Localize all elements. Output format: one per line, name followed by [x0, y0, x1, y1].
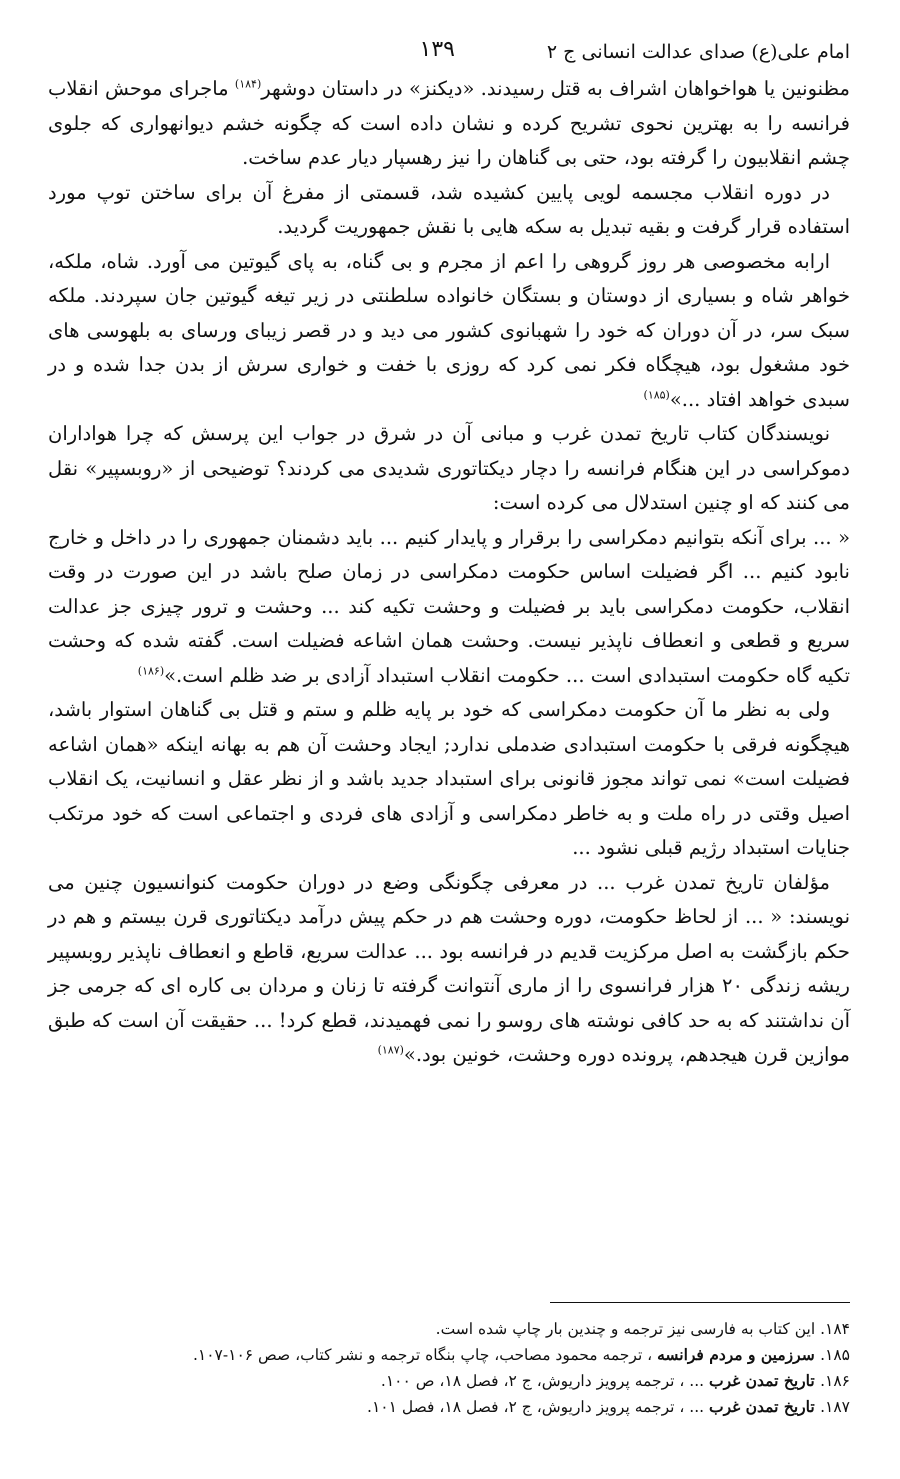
footnote-reference[interactable]: (۱۸۴) [234, 77, 262, 91]
footnote-text: ... ، ترجمه پرویز داریوش، ج ۲، فصل ۱۸، ص ۱۰۰. [380, 1372, 709, 1390]
footnotes [48, 1316, 850, 1420]
footnote-text: ... ، ترجمه پرویز داریوش، ج ۲، فصل ۱۸، فصل ۱۰۱. [367, 1398, 709, 1416]
footnote-book-title: تاریخ تمدن غرب [709, 1397, 821, 1416]
footnote-reference[interactable]: (۱۸۵) [643, 388, 670, 401]
paragraph-text: مظنونین یا هواخواهان اشراف به قتل رسیدند. «دیکنز» در داستان دوشهر [261, 77, 850, 100]
page-number: ۱۳۹ [419, 37, 455, 62]
running-header [48, 32, 850, 72]
paragraph-text: ولی به نظر ما آن حکومت دمکراسی که خود بر پایه ظلم و ستم و قتل بی گناهان استوار باشد، هیچگونه فرقی با حکومت استبدادی ضدملی ندارد; ایجاد وحشت آن هم به بهانه اینکه «همان اشاعه فضیلت است» نمی تواند مجوز قانونی برای استبداد جدید باشد و از نظر عقل و انسانیت، یک انقلاب اصیل وقتی در راه ملت و به خاطر دمکراسی و آزادی های فردی و اجتماعی است که خود مرتکب جنایات استبداد رژیم قبلی نشود ... [48, 698, 850, 859]
footnote-reference[interactable]: (۱۸۷) [377, 1043, 404, 1057]
paragraph [48, 866, 850, 1073]
paragraph-text: در دوره انقلاب مجسمه لویی پایین کشیده شد، قسمتی از مفرغ آن برای ساختن توپ مورد استفاده قرار گرفت و بقیه تبدیل به سکه هایی با نقش جمهوریت گردید. [48, 180, 850, 238]
footnote-number: ۱۸۶. [820, 1372, 850, 1390]
paragraph [48, 245, 850, 418]
paragraph [48, 521, 850, 694]
footnote-item [48, 1316, 850, 1342]
running-title: امام علی(ع) صدای عدالت انسانی ج ۲ [546, 41, 850, 63]
footnote-text: این کتاب به فارسی نیز ترجمه و چندین بار چاپ شده است. [435, 1320, 821, 1338]
paragraph-text: ماجرای موحش انقلاب فرانسه را به بهترین نحوی تشریح کرده و نشان داده است که چگونه خشم دیوانهواری که جلوی چشم انقلابیون را گرفته بود، حتی بی گناهان را نیز رهسپار دیار عدم ساخت. [48, 77, 850, 169]
paragraph [48, 72, 850, 176]
footnote-reference[interactable]: (۱۸۶) [137, 664, 165, 677]
footnote-item [48, 1342, 850, 1368]
footnote-number: ۱۸۵. [820, 1346, 850, 1364]
footnote-text: ، ترجمه محمود مصاحب، چاپ بنگاه ترجمه و نشر کتاب، صص ۱۰۶-۱۰۷. [192, 1346, 658, 1364]
body-text [48, 72, 850, 1073]
paragraph-text: مؤلفان تاریخ تمدن غرب ... در معرفی چگونگی وضع در دوران حکومت کنوانسیون چنین می نویسند: « ... از لحاظ حکومت، دوره وحشت هم در حکم پیش درآمد دیکتاتوری قرن بیستم و هم در حکم بازگشت به اصل مرکزیت قدیم در فرانسه بود ... عدالت سریع، قاطع و انعطاف ناپذیر روبسپیر ریشه زندگی ۲۰ هزار فرانسوی را از ماری آنتوانت گرفته تا زنان و مردان بی کاره ای که جرمی جز آن نداشتند که به حد کافی نوشته های روسو را نمی فهمیدند، قطع کرد! ... حقیقت آن است که طبق موازین قرن هیجدهم، پرونده دوره وحشت، خونین بود.» [48, 870, 850, 1066]
paragraph-text: ارابه مخصوصی هر روز گروهی را اعم از مجرم و بی گناه، به پای گیوتین می آورد. شاه، ملکه، خواهر شاه و بسیاری از دوستان و بستگان خانواده سلطنتی در زیر تیغه گیوتین جان سپردند. ملکه سبک سر، در آن دوران که خود را شهبانوی کشور می دید و در قصر زیبای ورسای به بلهوسی های خود مشغول بود، هیچگاه فکر نمی کرد که روزی با خفت و خواری سرش از بدن جدا شده و در سبدی خواهد افتاد ...» [48, 249, 850, 411]
footnote-number: ۱۸۴. [820, 1320, 850, 1338]
paragraph [48, 417, 850, 521]
footnote-book-title: تاریخ تمدن غرب [709, 1371, 821, 1390]
paragraph-text: « ... برای آنکه بتوانیم دمکراسی را برقرار و پایدار کنیم ... باید دشمنان جمهوری را در داخل و خارج نابود کنیم ... اگر فضیلت اساس حکومت دمکراسی در زمان صلح باشد در این صورت در وقت انقلاب، حکومت دمکراسی باید بر فضیلت و وحشت تکیه کند ... وحشت و ترور چیزی جز عدالت سریع و قطعی و انعطاف ناپذیر نیست. وحشت همان اشاعه فضیلت است. گفته شده که وحشت تکیه گاه حکومت استبدادی است ... حکومت انقلاب استبداد آزادی بر ضد ظلم است.» [48, 525, 850, 687]
footnote-divider [550, 1302, 850, 1303]
paragraph [48, 693, 850, 866]
footnote-item [48, 1368, 850, 1394]
footnote-item [48, 1394, 850, 1420]
paragraph-text: نویسندگان کتاب تاریخ تمدن غرب و مبانی آن در شرق در جواب این پرسش که چرا هواداران دموکراسی در این هنگام فرانسه را دچار دیکتاتوری شدیدی می کردند؟ توضیحی از «روبسپیر» نقل می کنند که او چنین استدلال می کرده است: [48, 422, 850, 514]
footnote-book-title: سرزمین و مردم فرانسه [657, 1345, 821, 1364]
footnote-number: ۱۸۷. [820, 1398, 850, 1416]
paragraph [48, 176, 850, 245]
